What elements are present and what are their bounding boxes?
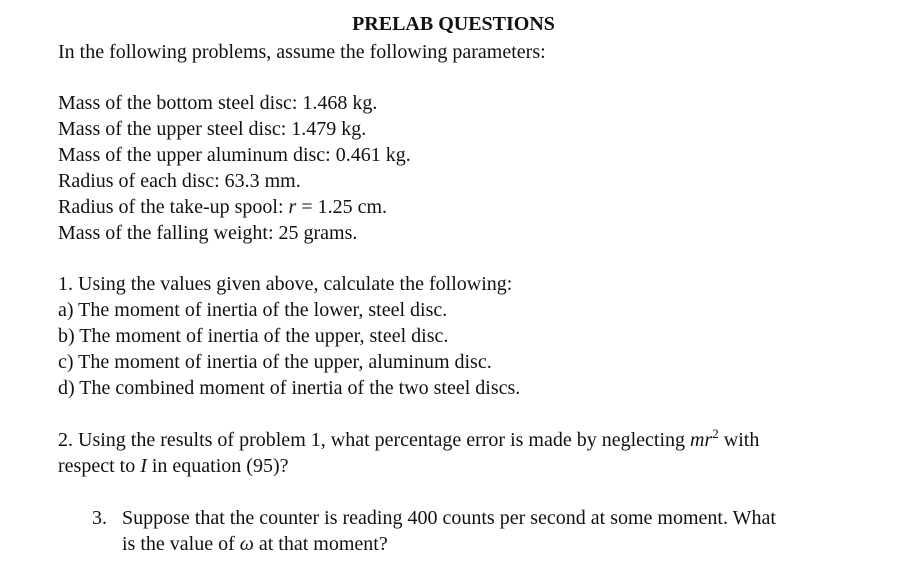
q2-prefix: 2. Using the results of problem 1, what percentage error is made by neglecting xyxy=(58,429,691,451)
spool-suffix: = 1.25 cm. xyxy=(296,196,388,218)
question-2-line-2 xyxy=(58,453,288,479)
q2-term: mr xyxy=(690,429,713,451)
param-upper-aluminum-mass: Mass of the upper aluminum disc: 0.461 kg. xyxy=(58,144,411,166)
question-1-stem: 1. Using the values given above, calculate the following: xyxy=(58,273,513,295)
question-2-line-1 xyxy=(58,427,759,453)
question-1-item-a: a) The moment of inertia of the lower, steel disc. xyxy=(58,299,448,321)
page-title: PRELAB QUESTIONS xyxy=(352,13,555,35)
q2-suffix: with xyxy=(718,429,760,451)
question-3-line-2 xyxy=(122,531,388,557)
spool-prefix: Radius of the take-up spool: xyxy=(58,196,289,218)
q2-line2-suffix: in equation (95)? xyxy=(146,455,289,477)
q3-omega: ω xyxy=(239,533,254,555)
question-3-number: 3. xyxy=(92,507,107,529)
q3-line2-prefix: is the value of xyxy=(122,533,240,555)
param-falling-weight: Mass of the falling weight: 25 grams. xyxy=(58,222,358,244)
question-1-item-b: b) The moment of inertia of the upper, steel disc. xyxy=(58,325,449,347)
intro-text: In the following problems, assume the following parameters: xyxy=(58,41,546,63)
param-disc-radius: Radius of each disc: 63.3 mm. xyxy=(58,170,301,192)
question-1-item-c: c) The moment of inertia of the upper, aluminum disc. xyxy=(58,351,492,373)
q3-line2-suffix: at that moment? xyxy=(253,533,388,555)
param-bottom-steel-mass: Mass of the bottom steel disc: 1.468 kg. xyxy=(58,92,378,114)
param-spool-radius xyxy=(58,194,387,220)
q2-line2-prefix: respect to xyxy=(58,455,141,477)
spool-variable: r xyxy=(288,196,297,218)
q2-var-i: I xyxy=(140,455,147,477)
param-upper-steel-mass: Mass of the upper steel disc: 1.479 kg. xyxy=(58,118,367,140)
question-1-item-d: d) The combined moment of inertia of the two steel discs. xyxy=(58,377,521,399)
q2-exponent: 2 xyxy=(712,426,719,441)
question-3-line-1: Suppose that the counter is reading 400 counts per second at some moment. What xyxy=(122,507,776,529)
